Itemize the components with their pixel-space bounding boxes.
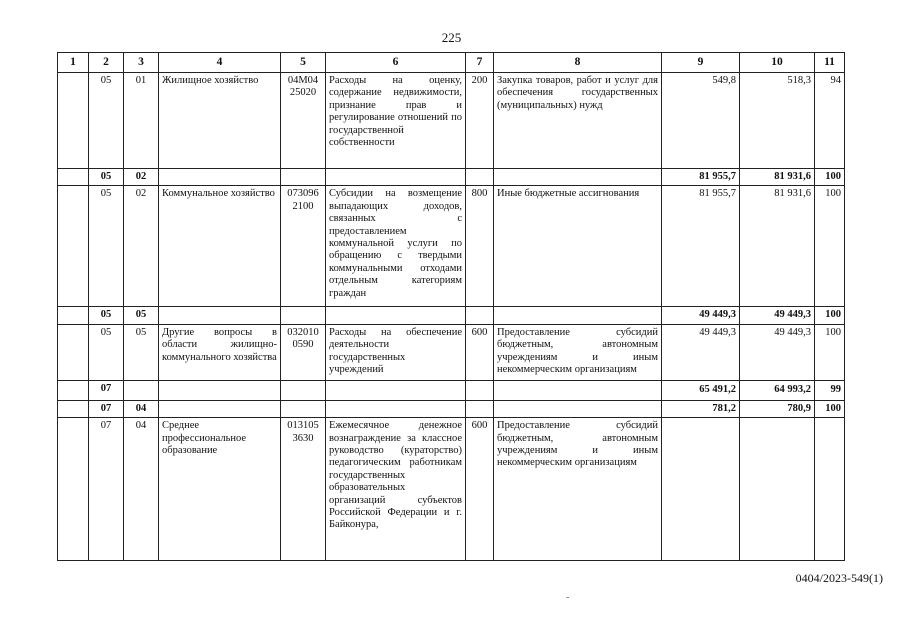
expense-type-name: Иные бюджетные ассигнования — [494, 186, 662, 307]
execution-percent — [815, 418, 845, 561]
section-code: 07 — [89, 380, 124, 400]
expense-type-code: 600 — [466, 418, 494, 561]
table-row — [58, 73, 845, 169]
table-row-subtotal — [58, 169, 845, 186]
subsection-name: Среднее профессиональное образование — [159, 418, 281, 561]
subsection-code: 05 — [124, 307, 159, 324]
section-code: 05 — [89, 169, 124, 186]
execution-percent: 94 — [815, 73, 845, 169]
planned-amount: 65 491,2 — [662, 380, 740, 400]
execution-percent: 100 — [815, 400, 845, 417]
expense-type-code: 200 — [466, 73, 494, 169]
actual-amount: 81 931,6 — [740, 169, 815, 186]
header-cell: 7 — [466, 53, 494, 73]
subsection-code — [124, 380, 159, 400]
table-row-subtotal — [58, 380, 845, 400]
target-article-name: Расходы на оценку, содержание недвижимости, признание прав и регулирование отношений по государственной собственности — [326, 73, 466, 169]
planned-amount: 49 449,3 — [662, 307, 740, 324]
actual-amount: 81 931,6 — [740, 186, 815, 307]
table-row-subtotal — [58, 307, 845, 324]
table-row-subtotal — [58, 400, 845, 417]
header-cell: 6 — [326, 53, 466, 73]
actual-amount: 64 993,2 — [740, 380, 815, 400]
header-cell: 1 — [58, 53, 89, 73]
table-row — [58, 186, 845, 307]
section-code: 07 — [89, 400, 124, 417]
subsection-name: Другие вопросы в области жилищно-коммунального хозяйства — [159, 324, 281, 380]
target-article-code: 032010 0590 — [281, 324, 326, 380]
actual-amount: 780,9 — [740, 400, 815, 417]
target-article-name: Ежемесячное денежное вознаграждение за классное руководство (кураторство) педагогическим работникам государственных образовательных организаций субъектов Российской Федерации и г. Байконура, — [326, 418, 466, 561]
section-code: 05 — [89, 186, 124, 307]
expense-type-name: Закупка товаров, работ и услуг для обеспечения государственных (муниципальных) нужд — [494, 73, 662, 169]
actual-amount: 518,3 — [740, 73, 815, 169]
header-cell: 10 — [740, 53, 815, 73]
expense-type-name: Предоставление субсидий бюджетным, автономным учреждениям и иным некоммерческим организациям — [494, 418, 662, 561]
section-code: 05 — [89, 307, 124, 324]
planned-amount: 81 955,7 — [662, 169, 740, 186]
header-cell: 9 — [662, 53, 740, 73]
subsection-code: 01 — [124, 73, 159, 169]
header-cell: 5 — [281, 53, 326, 73]
subsection-name: Коммунальное хозяйство — [159, 186, 281, 307]
target-article-code: 013105 3630 — [281, 418, 326, 561]
planned-amount: 81 955,7 — [662, 186, 740, 307]
execution-percent: 100 — [815, 324, 845, 380]
planned-amount — [662, 418, 740, 561]
planned-amount: 49 449,3 — [662, 324, 740, 380]
table-row — [58, 324, 845, 380]
section-code: 05 — [89, 324, 124, 380]
target-article-code: 04М04 25020 — [281, 73, 326, 169]
subsection-code: 05 — [124, 324, 159, 380]
budget-table — [57, 52, 845, 561]
header-cell: 2 — [89, 53, 124, 73]
subsection-code: 02 — [124, 186, 159, 307]
execution-percent: 100 — [815, 186, 845, 307]
header-cell: 4 — [159, 53, 281, 73]
section-code: 07 — [89, 418, 124, 561]
actual-amount: 49 449,3 — [740, 307, 815, 324]
target-article-name: Расходы на обеспечение деятельности государственных учреждений — [326, 324, 466, 380]
subsection-code: 02 — [124, 169, 159, 186]
actual-amount — [740, 418, 815, 561]
section-code: 05 — [89, 73, 124, 169]
table-row — [58, 418, 845, 561]
header-cell: 3 — [124, 53, 159, 73]
target-article-name: Субсидии на возмещение выпадающих доходов, связанных с предоставлением коммунальной услуги по обращению с твердыми коммунальными отходами отдельным категориям граждан — [326, 186, 466, 307]
header-cell: 11 — [815, 53, 845, 73]
planned-amount: 549,8 — [662, 73, 740, 169]
target-article-code: 073096 2100 — [281, 186, 326, 307]
table-header-row — [58, 53, 845, 73]
scan-mark: - — [566, 592, 570, 603]
header-cell: 8 — [494, 53, 662, 73]
execution-percent: 100 — [815, 307, 845, 324]
expense-type-code: 800 — [466, 186, 494, 307]
subsection-code: 04 — [124, 400, 159, 417]
page-number: 225 — [441, 30, 462, 45]
execution-percent: 99 — [815, 380, 845, 400]
execution-percent: 100 — [815, 169, 845, 186]
actual-amount: 49 449,3 — [740, 324, 815, 380]
subsection-code: 04 — [124, 418, 159, 561]
subsection-name: Жилищное хозяйство — [159, 73, 281, 169]
planned-amount: 781,2 — [662, 400, 740, 417]
document-code: 0404/2023-549(1) — [795, 571, 883, 585]
expense-type-code: 600 — [466, 324, 494, 380]
expense-type-name: Предоставление субсидий бюджетным, автономным учреждениям и иным некоммерческим организациям — [494, 324, 662, 380]
